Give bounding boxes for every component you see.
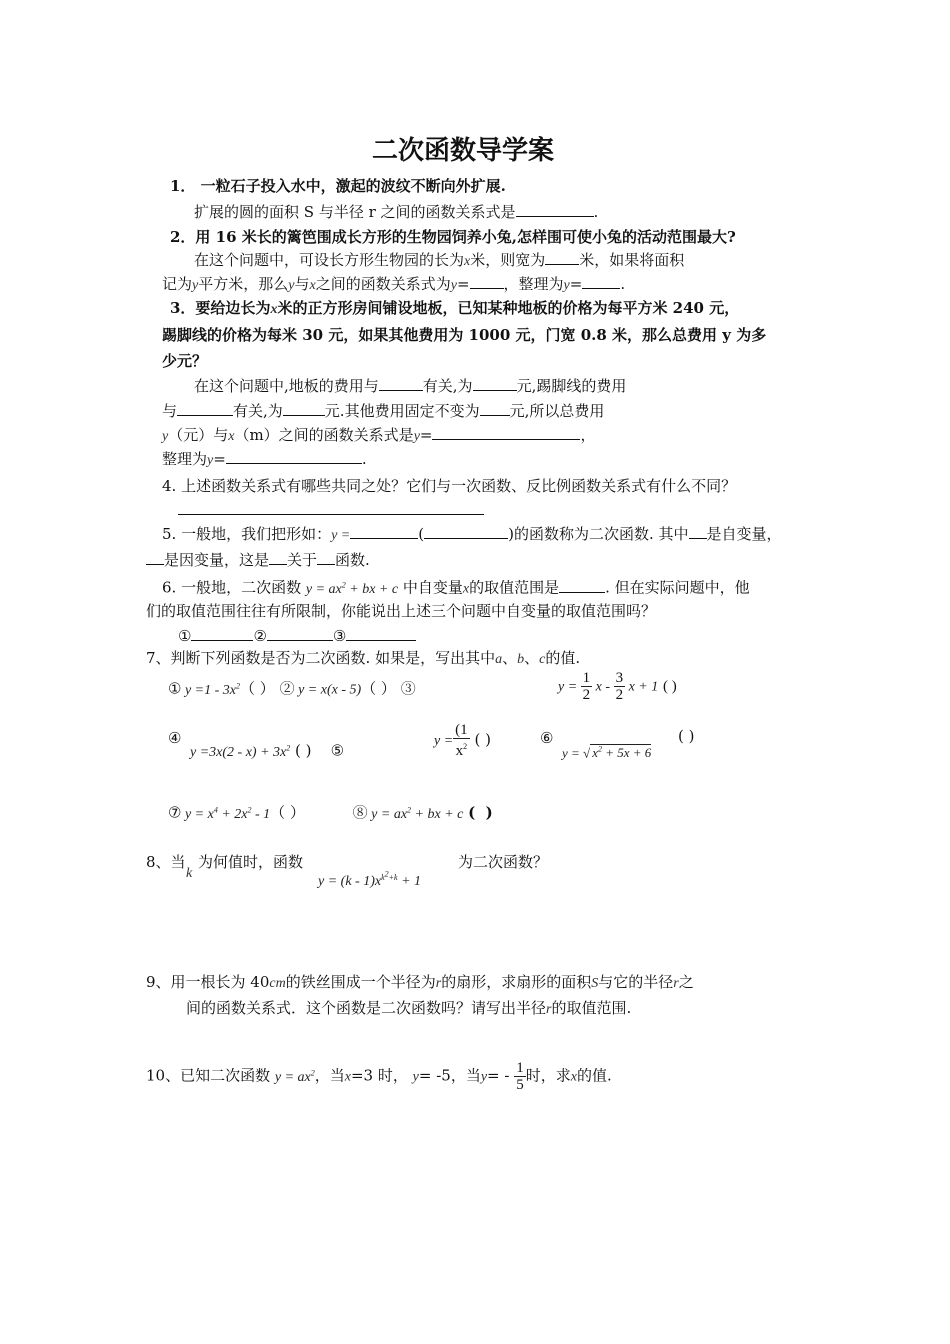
q7-item-6: ⑥ bbox=[540, 729, 554, 747]
q7-item-6-paren: ( ) bbox=[678, 727, 695, 745]
q8-text: 8、当 bbox=[146, 853, 186, 871]
page-title: 二次函数导学案 bbox=[372, 136, 555, 166]
q1-heading: 1． 一粒石子投入水中，激起的波纹不断向外扩展. bbox=[170, 177, 506, 195]
q4-text: 4. 上述函数关系式有哪些共同之处？它们与一次函数、反比例函数关系式有什么不同？ bbox=[162, 477, 737, 495]
q3-line-2: 与 有关,为 元.其他费用固定不变为 元,所以总费用 bbox=[162, 402, 605, 420]
q2-line-1: 在这个问题中，可设长方形生物园的长为x米，则宽为 米，如果将面积 bbox=[194, 251, 685, 269]
q6-line-1: 6. 一般地，二次函数 $y = ax^2$ + bx + c 中自变量x的取值范围是 . 但在实际问题中，他 bbox=[162, 578, 750, 597]
q8-text-c: 为二次函数？ bbox=[458, 853, 549, 871]
q9-line-2: 间的函数关系式．这个函数是二次函数吗？请写出半径r的取值范围. bbox=[186, 999, 632, 1017]
q6-line-2: 们的取值范围往往有所限制，你能说出上述三个问题中自变量的取值范围吗？ bbox=[146, 602, 657, 620]
q7-item-3-formula: y = $\frac{1}{2}$ x - $\frac{3}{2}$ x + 1 ( ) bbox=[558, 670, 677, 703]
q10-text: 10、已知二次函数 $y = ax^2$，当x=3 时， y= -5，当y= - $\frac{1}{5}$ 时，求x的值. bbox=[146, 1060, 612, 1093]
q7-row-2: ④ bbox=[168, 729, 182, 747]
q7-heading: 7、判断下列函数是否为二次函数. 如果是，写出其中a、b、c的值. bbox=[146, 649, 581, 667]
q3-heading-3: 少元？ bbox=[162, 352, 208, 370]
q5-line-1: 5. 一般地，我们把形如：y = ( )的函数称为二次函数. 其中 是自变量， bbox=[162, 525, 782, 543]
q3-heading-2: 踢脚线的价格为每米 30 元，如果其他费用为 1000 元，门宽 0.8 米，那么总费用 y 为多 bbox=[162, 326, 767, 344]
q7-item-6-formula: y = √ $x^2 + 5x + 6$ bbox=[562, 745, 652, 761]
q2-heading: 2．用 16 米长的篱笆围成长方形的生物园饲养小兔,怎样围可使小兔的活动范围最大? bbox=[170, 228, 736, 246]
q1-body: 扩展的圆的面积 S 与半径 r 之间的函数关系式是 . bbox=[194, 203, 599, 221]
q9-line-1: 9、用一根长为 40cm的铁丝围成一个半径为r的扇形，求扇形的面积S与它的半径r之 bbox=[146, 973, 694, 991]
q7-item-5-formula: y = $\frac{(1}{x^2}$ ( ) bbox=[434, 722, 491, 759]
q8-text-b: 为何值时，函数 bbox=[198, 853, 304, 871]
q4-answer-line bbox=[178, 500, 484, 520]
q8-formula: $y = (k - 1)x^{k^2+k} + 1$ bbox=[318, 869, 422, 890]
q2-line-2: 记为y平方米，那么y与x之间的函数关系式为y= ，整理为y= . bbox=[162, 275, 626, 293]
q7-row-1: ① $y =1 - 3x^2$（ ） ② y = x(x - 5)（ ） ③ bbox=[168, 679, 416, 698]
q7-row-3: ⑦ $y = x^4 + 2x^2 - 1$（ ） ⑧ $y = ax^2$ + bx + c ( ) bbox=[168, 803, 493, 822]
q6-answer-blanks: ① ② ③ bbox=[178, 626, 416, 646]
q8-k: k bbox=[186, 866, 193, 881]
q3-line-3: y（元）与x（m）之间的函数关系式是y= ， bbox=[162, 426, 596, 444]
q3-heading-1: 3．要给边长为x米的正方形房间铺设地板，已知某种地板的价格为每平方米 240 元， bbox=[170, 299, 740, 317]
q5-line-2: 是因变量，这是 关于 函数. bbox=[146, 550, 370, 570]
q7-item-4-formula: $y =3x(2 - x) + 3x^2$ ( ) ⑤ bbox=[190, 741, 345, 760]
q3-line-1: 在这个问题中,地板的费用与 有关,为 元,踢脚线的费用 bbox=[194, 377, 627, 395]
q3-line-4: 整理为y= . bbox=[162, 450, 367, 468]
